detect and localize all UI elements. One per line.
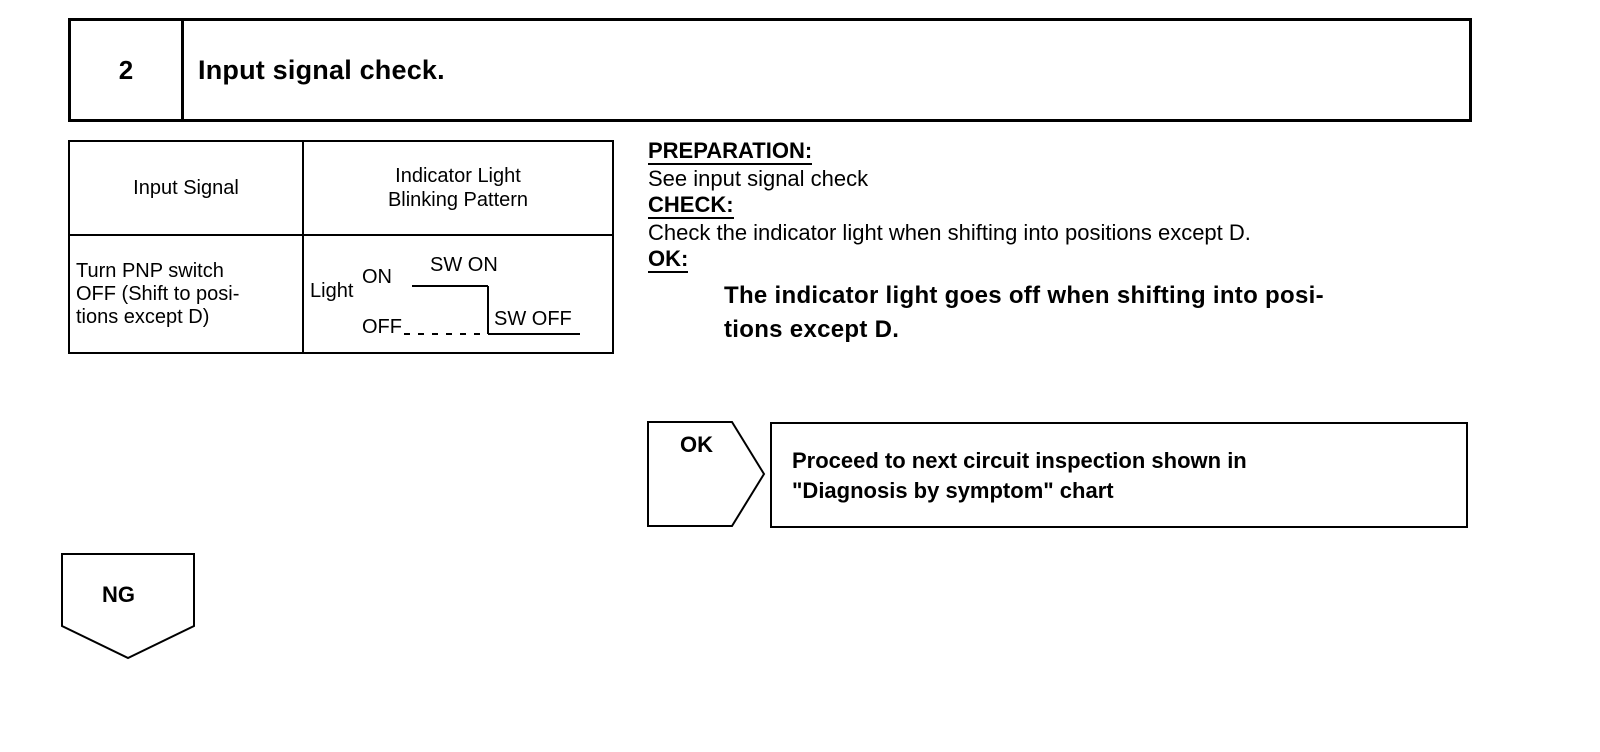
preparation-label: PREPARATION: <box>648 138 813 163</box>
ok-action-line2: "Diagnosis by symptom" chart <box>792 478 1114 503</box>
check-label: CHECK: <box>648 192 734 217</box>
signal-line-2: OFF (Shift to posi- <box>76 282 240 305</box>
ng-branch-arrow <box>60 552 200 664</box>
col-header-blinking-pattern <box>303 141 613 235</box>
sw-off-label: SW OFF <box>494 308 572 330</box>
check-text: Check the indicator light when shifting into positions except D. <box>648 220 1251 245</box>
off-label: OFF <box>362 316 402 338</box>
input-signal-table <box>68 140 614 354</box>
ok-action-line1: Proceed to next circuit inspection shown in <box>792 448 1247 473</box>
sw-on-label: SW ON <box>430 254 498 276</box>
ok-result-line1: The indicator light goes off when shifting into posi- <box>724 282 1324 309</box>
ng-branch-label: NG <box>102 582 135 607</box>
on-label: ON <box>362 266 392 288</box>
col-header-input-signal: Input Signal <box>69 141 303 235</box>
preparation-text: See input signal check <box>648 166 869 191</box>
col-header-line1: Indicator Light <box>395 165 521 187</box>
step-number: 2 <box>71 21 184 119</box>
input-signal-cell <box>69 235 303 353</box>
blinking-pattern-cell <box>303 235 613 353</box>
signal-line-3: tions except D) <box>76 305 210 328</box>
instructions <box>648 138 1478 347</box>
ok-result-line2: tions except D. <box>724 316 900 343</box>
ok-result <box>724 279 1478 347</box>
blinking-pattern-diagram <box>304 236 612 352</box>
ok-action-box <box>770 422 1468 528</box>
step-header <box>68 18 1472 122</box>
col-header-line2: Blinking Pattern <box>387 189 529 211</box>
ok-branch-label: OK <box>680 432 713 457</box>
signal-line-1: Turn PNP switch <box>76 259 224 282</box>
ok-label: OK: <box>648 246 689 271</box>
light-label: Light <box>310 280 354 302</box>
step-title: Input signal check. <box>198 54 445 85</box>
